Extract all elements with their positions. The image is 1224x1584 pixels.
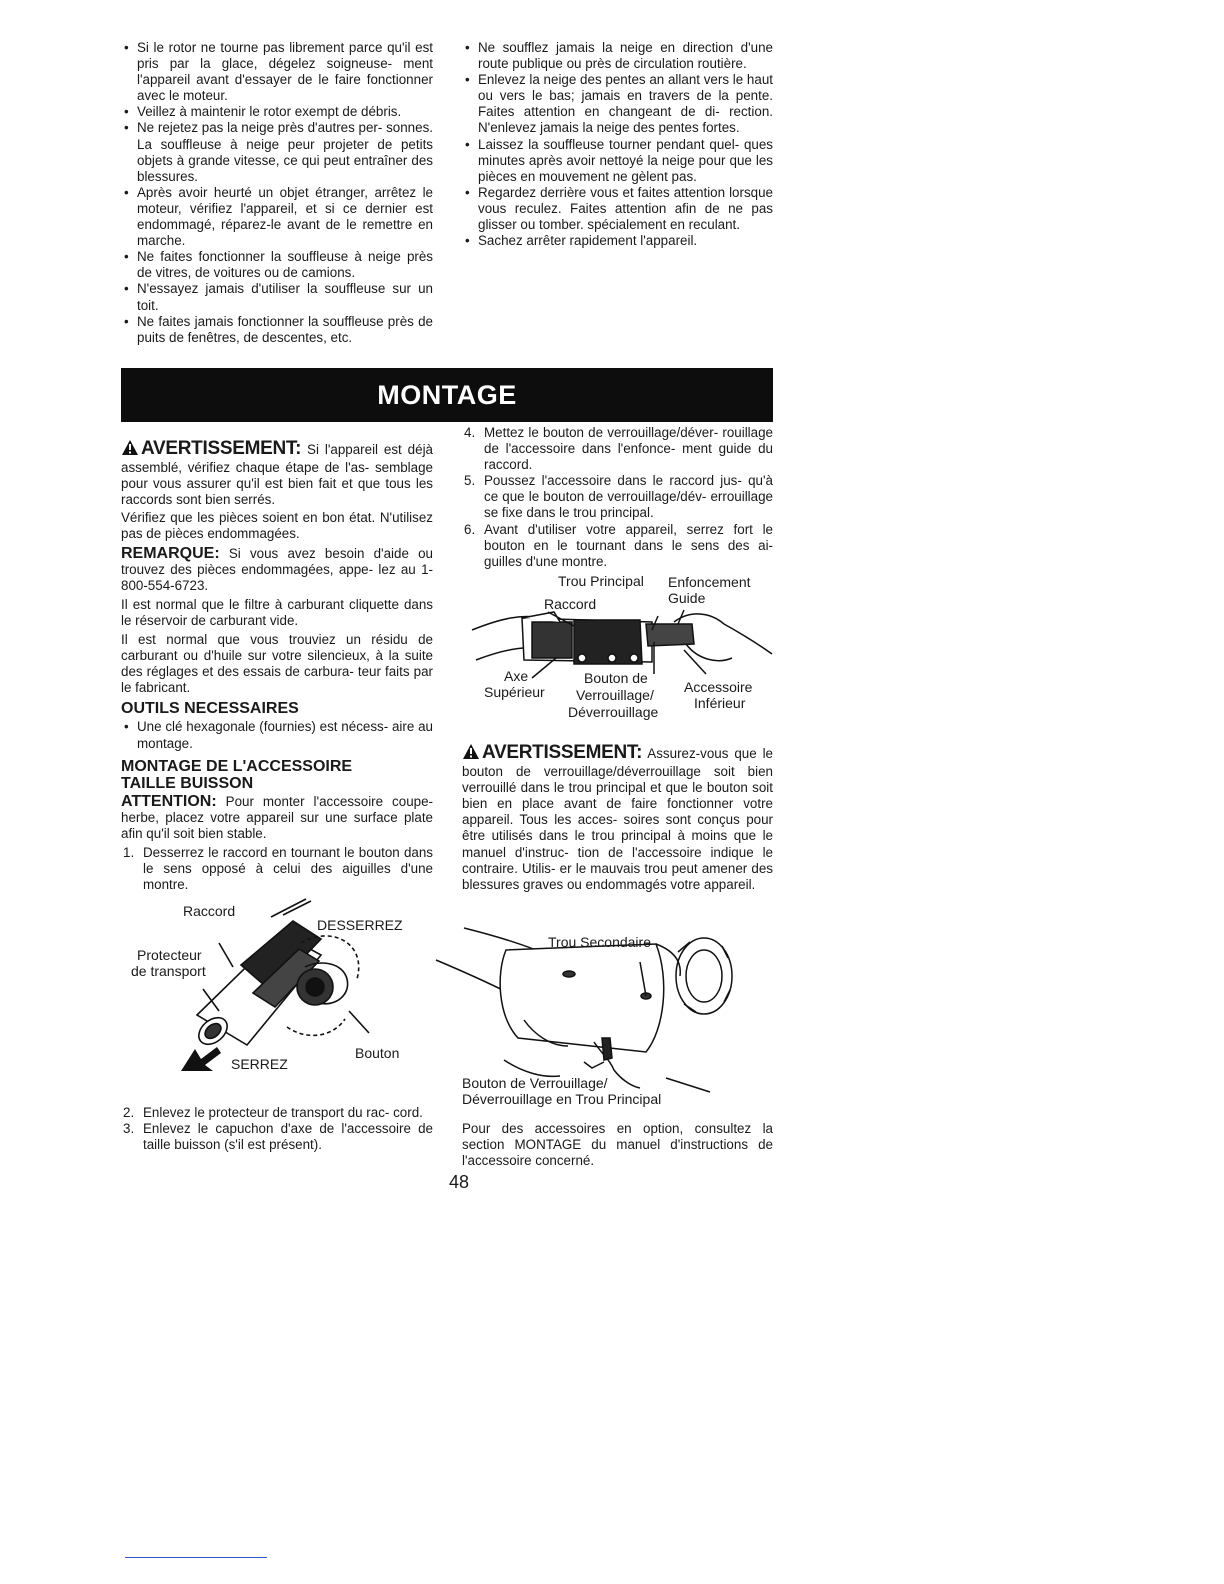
step-6 (462, 522, 773, 570)
fig2-accessoire-label: Accessoire (684, 679, 753, 695)
top-left-bullet: • Veillez à maintenir le rotor exempt de débris. (121, 104, 433, 120)
fig3-bouton-line1-label: Bouton de Verrouillage/ (462, 1075, 608, 1091)
step-4-number: 4. (464, 425, 476, 440)
top-right-bullet: • Laissez la souffleuse tourner pendant quel- ques minutes après avoir nettoyé la neige pour que les pièces en mouvement ne gèlent pas. (462, 137, 773, 185)
steps-1 (121, 845, 433, 893)
left-warning (121, 439, 433, 508)
step-5-number: 5. (464, 473, 476, 489)
left-note (121, 546, 433, 594)
fig1-protecteur-label: Protecteur (137, 947, 202, 963)
top-left-column (121, 40, 433, 346)
left-warning-text: Si l'appareil est déjà assemblé, vérifiez chaque étape de l'as- semblage pour vous assurer qu'il est bien fait et que tous les raccords sont bien serrés. (121, 442, 433, 508)
steps-2-3 (121, 1105, 433, 1153)
fig1-desserrez-label: DESSERREZ (317, 917, 403, 933)
top-right-bullet: • Regardez derrière vous et faites attention lorsque vous reculez. Faites attention afin de ne pas glisser ou tomber. spécialement en reculant. (462, 185, 773, 233)
left-main-column (121, 439, 433, 893)
step-2-text: Enlevez le protecteur de transport du rac- cord. (143, 1105, 423, 1120)
top-right-bullet-list (462, 40, 773, 249)
banner-title: MONTAGE (377, 379, 517, 410)
page-number: 48 (449, 1172, 470, 1192)
tools-list (121, 719, 433, 751)
fig2-trou-principal-label: Trou Principal (558, 573, 644, 589)
top-left-bullet: • N'essayez jamais d'utiliser la souffleuse sur un toit. (121, 281, 433, 313)
mount-heading-1: MONTAGE DE L'ACCESSOIRE (121, 757, 353, 775)
left-paragraph-3: Il est normal que vous trouviez un résidu de carburant ou d'huile sur votre silencieux, à la suite des réglages et des essais de carbura- teur faits par le fabricant. (121, 632, 433, 696)
note-text: Si vous avez besoin d'aide ou trouvez des pièces endommagées, appe- lez au 1-800-554-6723. (121, 545, 433, 593)
mount-heading-2: TAILLE BUISSON (121, 774, 254, 792)
tools-heading: OUTILS NECESSAIRES (121, 700, 299, 718)
fig2-superieur-label: Supérieur (484, 684, 545, 700)
right-warning-label: AVERTISSEMENT: (482, 742, 643, 763)
fig2-raccord-label: Raccord (544, 596, 597, 612)
top-left-bullet: • Ne rejetez pas la neige près d'autres per- sonnes. La souffleuse à neige peur projeter de petits objets à grande vitesse, ce qui peut entraîner des blessures. (121, 120, 433, 184)
step-1-number: 1. (123, 844, 135, 860)
fig1-raccord-label: Raccord (183, 903, 236, 919)
attention-paragraph (121, 794, 433, 842)
step-2-number: 2. (123, 1105, 135, 1120)
fig2-bouton-de-label: Bouton de (584, 670, 648, 686)
right-warning-column (462, 743, 773, 896)
top-right-bullet: • Sachez arrêter rapidement l'appareil. (462, 233, 773, 249)
right-footer-text: Pour des accessoires en option, consultez la section MONTAGE du manuel d'instructions de l'accessoire concerné. (462, 1121, 773, 1169)
figure-lock-button (434, 920, 773, 1110)
step-3-number: 3. (123, 1121, 135, 1137)
figure-loosen-coupler (121, 895, 433, 1085)
right-warning-text: Assurez-vous que le bouton de verrouillage/déverrouillage soit bien verrouillé dans le trou principal et que le bouton soit bien en place avant de faire fonctionner votre appareil. Tous les acces- soires sont conçus pour être utilisés dans le trou principal à moins que le manuel d'instruc- tion de l'accessoire indique le contraire. Utilis- er le mauvais trou peut amener des blessures graves ou endommagés votre appareil. (462, 746, 773, 892)
top-right-bullet: • Ne soufflez jamais la neige en direction d'une route publique ou près de circulation routière. (462, 40, 773, 72)
step-5 (462, 473, 773, 521)
fig2-axe-label: Axe (504, 668, 529, 684)
footer-line (125, 1557, 267, 1558)
warning-triangle-icon (462, 743, 480, 764)
right-footer-column (462, 1121, 773, 1172)
tools-bullet: • Une clé hexagonale (fournies) est nécess- aire au montage. (121, 719, 433, 751)
left-paragraph-1: Vérifiez que les pièces soient en bon état. N'utilisez pas de pièces endommagées. (121, 510, 433, 542)
warning-triangle-icon (121, 439, 139, 460)
top-left-bullet-list (121, 40, 433, 346)
fig2-deverrouillage-label: Déverrouillage (568, 704, 659, 720)
step-1-text: Desserrez le raccord en tournant le bouton dans le sens opposé à celui des aiguilles d'une montre. (143, 844, 433, 893)
top-right-column (462, 40, 773, 249)
step-4 (462, 425, 773, 473)
step-5-text: Poussez l'accessoire dans le raccord jus- qu'à ce que le bouton de verrouillage/dév- errouillage se fixe dans le trou principal. (484, 473, 773, 521)
fig2-enfoncement-label: Enfoncement (668, 574, 751, 590)
step-6-number: 6. (464, 521, 476, 537)
fig2-verrouillage-label: Verrouillage/ (576, 687, 654, 703)
left-paragraph-2: Il est normal que le filtre à carburant cliquette dans le réservoir de carburant vide. (121, 596, 433, 628)
fig1-bouton-label: Bouton (355, 1045, 400, 1061)
step-1 (121, 845, 433, 893)
top-right-bullet: • Enlevez la neige des pentes an allant vers le haut ou vers le bas; jamais en travers de la pente. Faites attention en changeant de di- rection. N'enlevez jamais la neige des pentes fortes. (462, 72, 773, 136)
left-steps-2-3 (121, 1105, 433, 1153)
fig3-bouton-line2-label: Déverrouillage en Trou Principal (462, 1091, 662, 1107)
step-2 (121, 1105, 433, 1121)
right-warning (462, 743, 773, 893)
top-left-bullet: • Si le rotor ne tourne pas librement parce qu'il est pris par la glace, dégelez soigneuse- ment l'appareil avant d'essayer de le faire fonctionner avec le moteur. (121, 40, 433, 104)
attention-label: ATTENTION: (121, 792, 217, 810)
right-main-column (462, 425, 773, 570)
step-3-text: Enlevez le capuchon d'axe de l'accessoire de taille buisson (s'il est présent). (143, 1121, 433, 1153)
top-left-bullet: • Ne faites jamais fonctionner la souffleuse près de puits de fenêtres, de descentes, etc. (121, 314, 433, 346)
attention-text: Pour monter l'accessoire coupe-herbe, placez votre appareil sur une surface plate afin qu'il soit bien stable. (121, 793, 433, 841)
left-warning-label: AVERTISSEMENT: (141, 438, 302, 459)
figure-attachment-insert (462, 570, 773, 720)
fig2-guide-label: Guide (668, 590, 706, 606)
fig2-inferieur-label: Inférieur (694, 695, 746, 711)
montage-banner (121, 368, 773, 422)
step-6-text: Avant d'utiliser votre appareil, serrez fort le bouton en le tournant dans le sens des ai- guilles d'une montre. (484, 521, 773, 569)
top-left-bullet: • Après avoir heurté un objet étranger, arrêtez le moteur, vérifiez l'appareil, et si ce dernier est endommagé, réparez-le avant de le remettre en marche. (121, 185, 433, 249)
step-4-text: Mettez le bouton de verrouillage/déver- rouillage de l'accessoire dans l'enfonce- ment guide du raccord. (484, 425, 773, 473)
steps-4-6 (462, 425, 773, 570)
fig1-serrez-label: SERREZ (231, 1056, 288, 1072)
fig1-transport-label: de transport (131, 963, 206, 979)
step-3 (121, 1121, 433, 1153)
fig3-trou-secondaire-label: Trou Secondaire (548, 934, 651, 950)
note-label: REMARQUE: (121, 544, 220, 562)
top-left-bullet: • Ne faites fonctionner la souffleuse à neige près de vitres, de voitures ou de camions. (121, 249, 433, 281)
